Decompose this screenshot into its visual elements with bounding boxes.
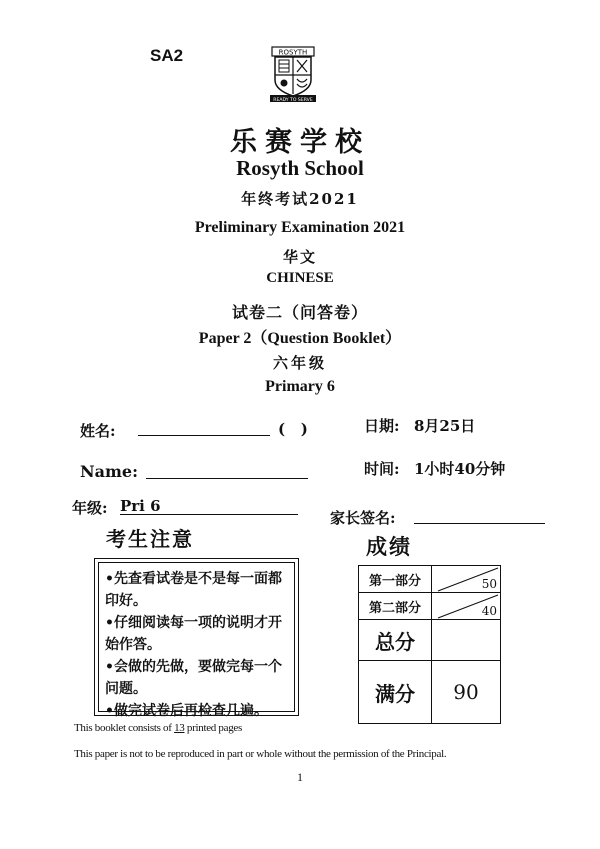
time-value: 1小时40分钟 bbox=[414, 460, 506, 478]
total-label: 总分 bbox=[359, 620, 432, 661]
section2-score-cell[interactable] bbox=[432, 593, 501, 620]
time-label: 时间: bbox=[364, 460, 400, 478]
level-english: Primary 6 bbox=[265, 378, 335, 395]
notice-item: •仔细阅读每一项的说明才开始作答。 bbox=[105, 615, 282, 653]
class-label: 年级: bbox=[72, 499, 108, 517]
name-chinese-line[interactable] bbox=[138, 435, 270, 436]
exam-title-chinese: 年终考试2021 bbox=[241, 190, 359, 208]
full-marks-value: 90 bbox=[453, 680, 479, 704]
section2-max: 40 bbox=[481, 604, 497, 618]
school-name-english: Rosyth School bbox=[236, 156, 364, 180]
paper-title-chinese: 试卷二（问答卷） bbox=[231, 303, 368, 322]
subject-english: CHINESE bbox=[266, 270, 334, 286]
total-score-cell[interactable] bbox=[432, 620, 501, 661]
parent-signature-line[interactable] bbox=[414, 523, 545, 524]
index-number-parens: ( ) bbox=[278, 420, 308, 438]
paper-tag: SA2 bbox=[150, 46, 184, 65]
paper-title-english: Paper 2（Question Booklet） bbox=[198, 330, 402, 347]
notice-item: •做完试卷后再检查几遍。 bbox=[105, 703, 268, 719]
page-count: 13 bbox=[174, 722, 185, 734]
section1-score-cell[interactable] bbox=[432, 566, 501, 593]
exam-title-english: Preliminary Examination 2021 bbox=[194, 219, 406, 236]
class-value: Pri 6 bbox=[120, 497, 161, 515]
page-count-note bbox=[74, 722, 242, 734]
school-name-chinese: 乐赛学校 bbox=[230, 127, 370, 158]
section2-label: 第二部分 bbox=[359, 593, 432, 620]
name-chinese-label: 姓名: bbox=[80, 422, 116, 440]
level-chinese: 六年级 bbox=[272, 354, 327, 372]
date-value: 8月25日 bbox=[414, 417, 476, 435]
full-marks-label: 满分 bbox=[359, 661, 432, 724]
subject-chinese: 华文 bbox=[282, 248, 317, 266]
score-table bbox=[358, 565, 501, 724]
section1-label: 第一部分 bbox=[359, 566, 432, 593]
notice-item: •先查看试卷是不是每一面都印好。 bbox=[105, 571, 282, 609]
class-line[interactable] bbox=[120, 514, 298, 515]
copyright-notice: This paper is not to be reproduced in part or whole without the permission of the Principal. bbox=[74, 748, 447, 760]
score-title: 成绩 bbox=[366, 534, 412, 559]
date-label: 日期: bbox=[364, 417, 400, 435]
name-english-label: Name: bbox=[80, 462, 139, 481]
parent-signature-label: 家长签名: bbox=[330, 509, 396, 527]
section1-max: 50 bbox=[481, 577, 497, 591]
notice-item: •会做的先做，要做完每一个问题。 bbox=[105, 659, 282, 697]
page-count-suffix: printed pages bbox=[186, 722, 242, 734]
full-marks-cell bbox=[432, 661, 501, 724]
school-crest-logo bbox=[268, 46, 318, 104]
notice-box bbox=[94, 558, 299, 719]
svg-text:ROSYTH: ROSYTH bbox=[278, 48, 308, 57]
name-english-line[interactable] bbox=[146, 478, 308, 479]
notice-list bbox=[98, 562, 295, 719]
page-count-prefix: This booklet consists of bbox=[74, 722, 172, 734]
svg-text:READY TO SERVE: READY TO SERVE bbox=[273, 98, 313, 103]
notice-title: 考生注意 bbox=[106, 527, 194, 551]
page-number: 1 bbox=[297, 770, 303, 784]
